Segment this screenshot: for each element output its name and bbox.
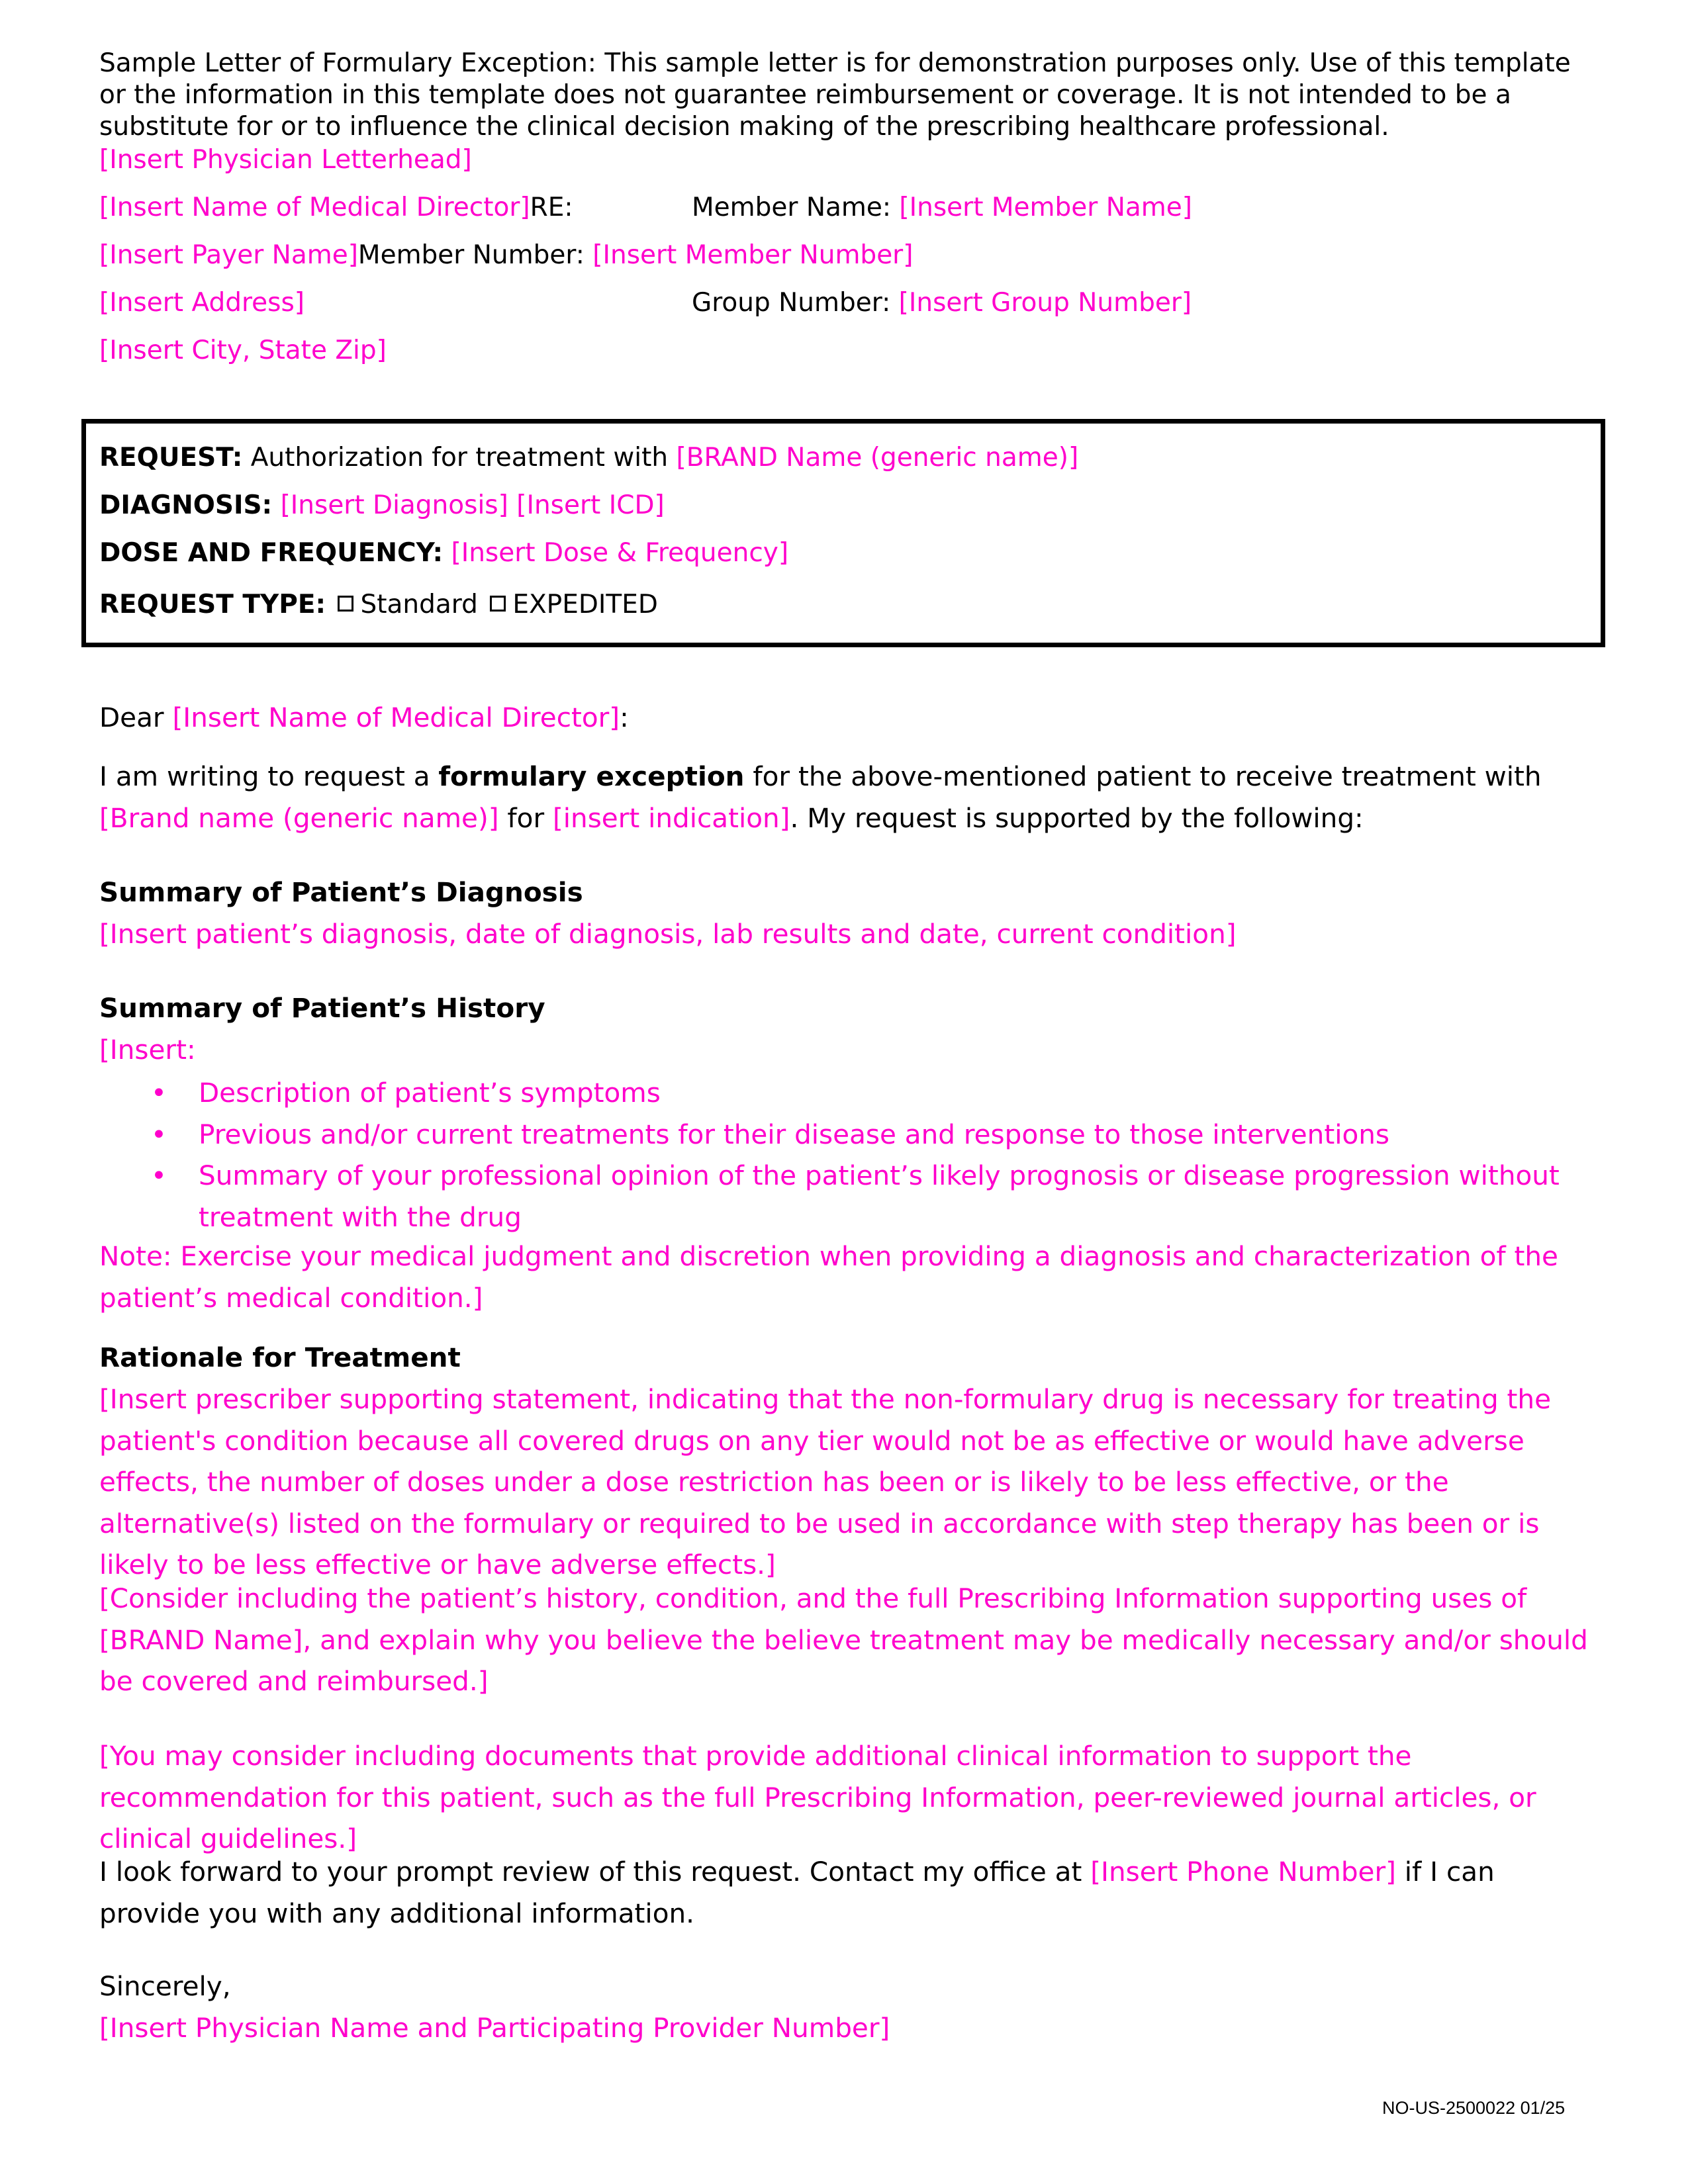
group-number-label: Group Number:	[692, 288, 899, 318]
member-name-placeholder: [Insert Member Name]	[899, 193, 1192, 222]
dose-label: DOSE AND FREQUENCY:	[99, 538, 444, 568]
intro-bold: formulary exception	[438, 760, 745, 792]
dose-line	[99, 537, 788, 569]
diagnosis-label: DIAGNOSIS:	[99, 490, 273, 520]
city-state-zip-placeholder: [Insert City, State Zip]	[99, 336, 387, 365]
closing-paragraph	[99, 1851, 1602, 1934]
footer-code: NO-US-2500022 01/25	[1382, 2098, 1566, 2118]
diagnosis-heading: Summary of Patient’s Diagnosis	[99, 876, 583, 908]
intro-text-1: I am writing to request a	[99, 760, 439, 792]
medical-director-placeholder: [Insert Name of Medical Director]	[99, 193, 530, 222]
phone-number-placeholder: [Insert Phone Number]	[1090, 1856, 1396, 1888]
re-label: RE:	[530, 193, 573, 222]
diagnosis-placeholder: [Insert Diagnosis]	[280, 490, 508, 520]
icd-placeholder: [Insert ICD]	[516, 490, 665, 520]
history-bullet-list	[99, 1072, 1602, 1238]
expedited-checkbox[interactable]	[490, 596, 506, 612]
payer-name-placeholder: [Insert Payer Name]	[99, 240, 358, 270]
documents-paragraph: [You may consider including documents that provide additional clinical information to support the recommendation for this patient, such as the full Prescribing Information, peer-reviewed journal articles, or clinical guidelines.]	[99, 1740, 1536, 1854]
member-name-label: Member Name:	[692, 193, 900, 222]
medical-director-line	[99, 192, 573, 224]
request-brand-placeholder: [BRAND Name (generic name)]	[676, 443, 1079, 473]
intro-text-4: . My request is supported by the following:	[790, 801, 1364, 834]
rationale-heading: Rationale for Treatment	[99, 1342, 461, 1373]
intro-paragraph	[99, 756, 1602, 839]
physician-letterhead: [Insert Physician Letterhead]	[99, 145, 472, 175]
intro-text-2: for the above-mentioned patient to receive treatment with	[744, 760, 1542, 792]
sincerely: Sincerely,	[99, 1970, 231, 2002]
group-number-line	[692, 287, 1192, 319]
rationale-text: [Insert prescriber supporting statement, indicating that the non-formulary drug is necessary for treating the patient's condition because all covered drugs on any tier would not be as effective or would have adverse effects, the number of doses under a dose restriction has been or is likely to be less effective, or the alternative(s) listed on the formulary or required to be used in accordance with step therapy has been or is likely to be less effective or have adverse effects.]	[99, 1383, 1551, 1580]
bullet-icon: •	[151, 1118, 167, 1150]
request-type-label: REQUEST TYPE:	[99, 590, 326, 619]
history-bullet-text: Previous and/or current treatments for their disease and response to those interventions	[199, 1118, 1390, 1150]
physician-name-placeholder: [Insert Physician Name and Participating Provider Number]	[99, 2012, 890, 2044]
history-bullet-text: Summary of your professional opinion of the patient’s likely prognosis or disease progression without treatment with the drug	[199, 1160, 1560, 1233]
member-number-placeholder: [Insert Member Number]	[592, 240, 914, 270]
consider-paragraph: [Consider including the patient’s history, condition, and the full Prescribing Information supporting uses of [BRAND Name], and explain why you believe the believe treatment may be medically necessary and/or should be covered and reimbursed.]	[99, 1582, 1588, 1697]
request-line	[99, 442, 1078, 474]
history-insert: [Insert:	[99, 1034, 196, 1066]
request-label: REQUEST:	[99, 443, 243, 473]
standard-option-label: Standard	[360, 590, 478, 619]
dose-placeholder: [Insert Dose & Frequency]	[451, 538, 789, 568]
salutation-name-placeholder: [Insert Name of Medical Director]	[172, 702, 620, 733]
standard-checkbox[interactable]	[338, 596, 353, 612]
payer-member-number-line	[99, 240, 913, 271]
dear-text: Dear	[99, 702, 173, 733]
diagnosis-line	[99, 490, 665, 522]
history-note: Note: Exercise your medical judgment and discretion when providing a diagnosis and characterization of the patient’s medical condition.]	[99, 1240, 1558, 1314]
bullet-icon: •	[151, 1160, 167, 1191]
salutation-colon: :	[620, 702, 629, 733]
request-text: Authorization for treatment with	[242, 443, 677, 473]
group-number-placeholder: [Insert Group Number]	[898, 288, 1192, 318]
disclaimer-text: Sample Letter of Formulary Exception: This sample letter is for demonstration purposes only. Use of this template or the information in this template does not guarantee reimbursement or coverage. It is not intended to be a substitute for or to influence the clinical decision making of the prescribing healthcare professional.	[99, 48, 1571, 142]
member-name-line	[692, 192, 1192, 224]
address-placeholder: [Insert Address]	[99, 288, 305, 318]
list-item	[99, 1155, 1602, 1238]
diagnosis-placeholder-text: [Insert patient’s diagnosis, date of diagnosis, lab results and date, current condition]	[99, 918, 1237, 950]
history-bullet-text: Description of patient’s symptoms	[199, 1077, 661, 1109]
member-number-label: Member Number:	[357, 240, 593, 270]
intro-text-3: for	[498, 801, 553, 834]
closing-text-1: I look forward to your prompt review of this request. Contact my office at	[99, 1856, 1091, 1888]
intro-brand-placeholder: [Brand name (generic name)]	[99, 801, 499, 834]
request-type-line	[99, 589, 658, 621]
list-item	[99, 1072, 1602, 1114]
closing-text-2: if I can provide you with any additional information.	[99, 1856, 1495, 1929]
intro-indication-placeholder: [insert indication]	[552, 801, 790, 834]
expedited-option-label: EXPEDITED	[512, 590, 658, 619]
salutation	[99, 697, 629, 739]
history-heading: Summary of Patient’s History	[99, 992, 545, 1024]
list-item	[99, 1114, 1602, 1156]
bullet-icon: •	[151, 1077, 167, 1109]
